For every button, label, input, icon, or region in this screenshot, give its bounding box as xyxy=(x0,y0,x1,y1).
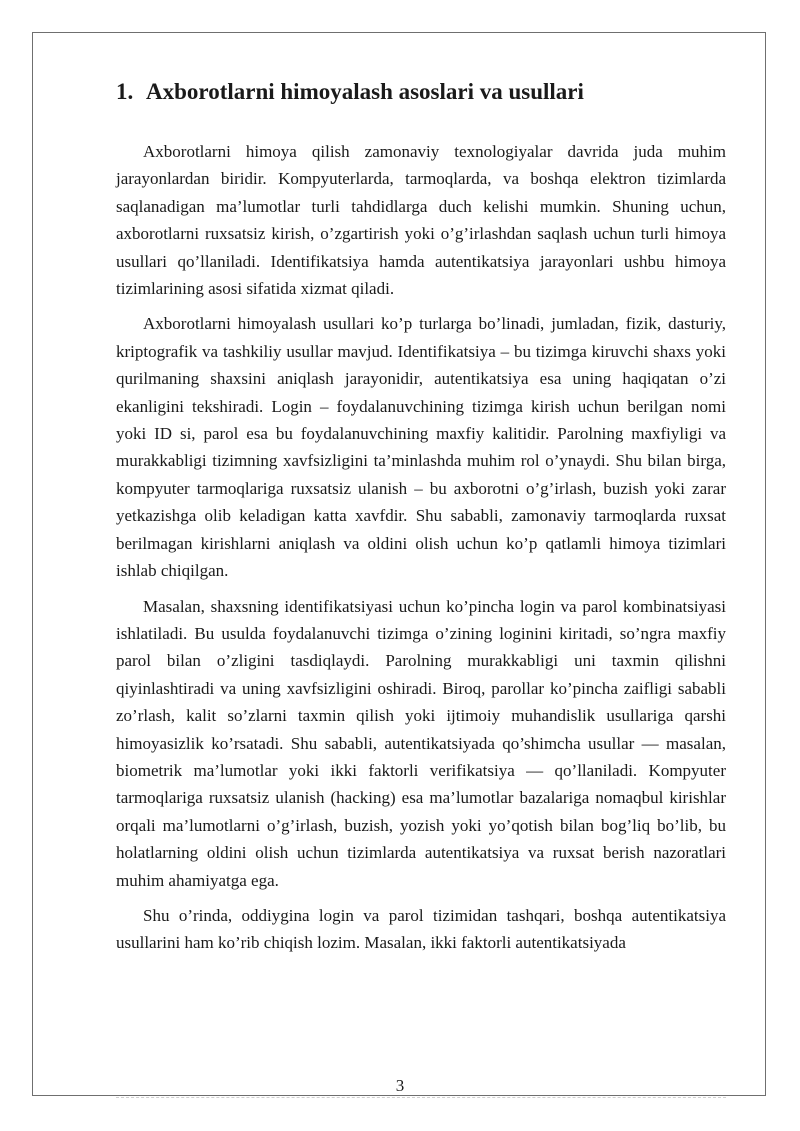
section-number: 1. xyxy=(116,79,134,104)
document-body xyxy=(116,138,726,965)
paragraph-4: Shu o’rinda, oddiygina login va parol tizimidan tashqari, boshqa autentikatsiya usullarini ham ko’rib chiqish lozim. Masalan, ikki faktorli autentikatsiyada xyxy=(116,905,726,953)
section-heading xyxy=(116,76,726,108)
paragraph-2: Axborotlarni himoyalash usullari ko’p turlarga bo’linadi, jumladan, fizik, dasturiy, kriptografik va tashkiliy usullar mavjud. Identifikatsiya – bu tizimga kiruvchi shaxs yoki qurilmaning shaxsini aniqlash jarayonidir, autentikatsiya esa uning haqiqatan o’zi ekanligini tekshiradi. Login – foydalanuvchining tizimga kirish uchun berilgan nomi yoki ID si, parol esa bu foydalanuvchining maxfiy kalitidir. Parolning maxfiyligi va murakkabligi tizimning xavfsizligini ta’minlashda muhim rol o’ynaydi. Shu bilan birga, kompyuter tarmoqlariga ruxsatsiz ulanish – bu axborotni o’g’irlash, buzish yoki zarar yetkazishga olib keladigan katta xavfdir. Shu sababli, zamonaviy tarmoqlarda ruxsat berilmagan kirishlarni aniqlash va oldini olish uchun ko’p qatlamli himoya tizimlari ishlab chiqilgan. xyxy=(116,314,726,581)
paragraph-3: Masalan, shaxsning identifikatsiyasi uchun ko’pincha login va parol kombinatsiyasi ishlatiladi. Bu usulda foydalanuvchi tizimga o’zining loginini kiritadi, so’ngra maxfiy parol bilan o’zligini tasdiqlaydi. Parolning murakkabligi uni taxmin qilishni qiyinlashtiradi va uning xavfsizligini oshiradi. Biroq, parollar ko’pincha zaifligi sababli zo’rlash, kalit so’zlarni taxmin qilish yoki ijtimoiy muhandislik usullariga qarshi himoyasizlik ko’rsatadi. Shu sababli, autentikatsiyada qo’shimcha usullar — masalan, biometrik ma’lumotlar yoki ikki faktorli verifikatsiya — qo’llaniladi. Kompyuter tarmoqlariga ruxsatsiz ulanish (hacking) esa ma’lumotlar bazalariga nomaqbul kirishlar orqali ma’lumotlarni o’g’irlash, buzish, yozish yoki yo’qotish bilan bog’liq bo’lib, bu holatlarning oldini olish uchun tizimlarda autentikatsiya va ruxsat berish nazoratlari muhim ahamiyatga ega. xyxy=(116,596,726,890)
footer-divider xyxy=(116,1097,726,1098)
page-number: 3 xyxy=(395,1076,405,1095)
section-title: Axborotlarni himoyalash asoslari va usullari xyxy=(146,79,584,104)
paragraph-1: Axborotlarni himoya qilish zamonaviy texnologiyalar davrida juda muhim jarayonlardan biridir. Kompyuterlarda, tarmoqlarda, va boshqa elektron tizimlarda saqlanadigan ma’lumotlar turli tahdidlarga duch kelishi mumkin. Shuning uchun, axborotlarni ruxsatsiz kirish, o’zgartirish yoki o’g’irlashdan saqlash uchun turli himoya usullari qo’llaniladi. Identifikatsiya hamda autentikatsiya jarayonlari ushbu himoya tizimlarining asosi sifatida xizmat qiladi. xyxy=(116,142,726,299)
